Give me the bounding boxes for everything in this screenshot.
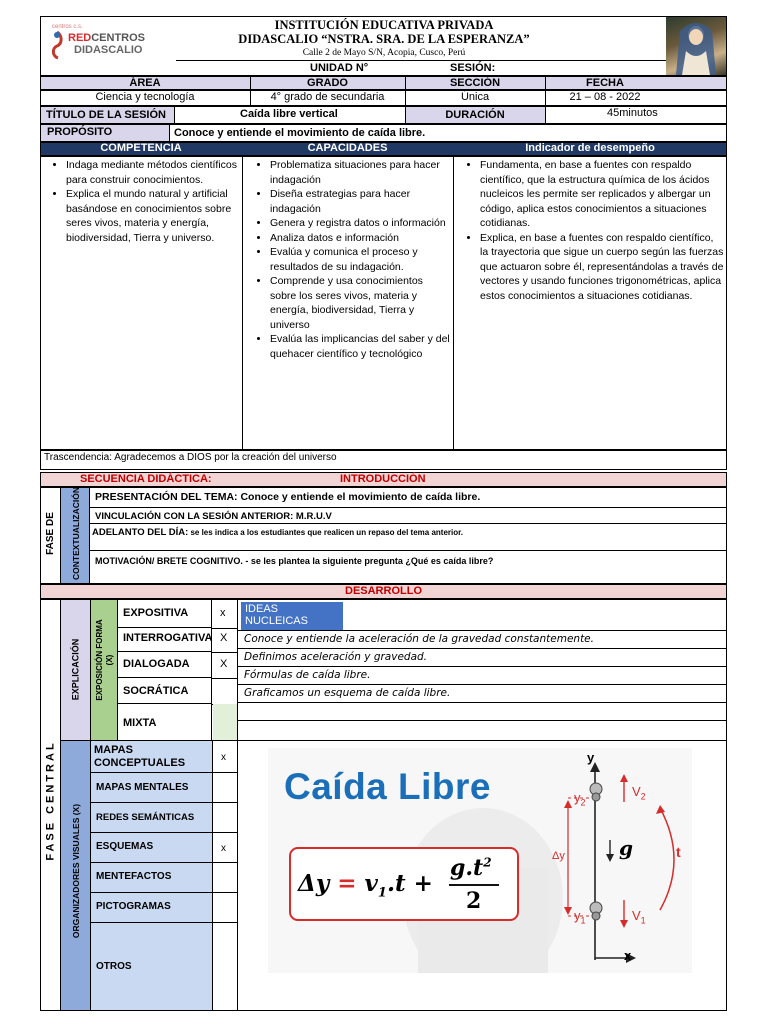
capacidad-item: • Problematiza situaciones para hacer indagación [270, 158, 451, 187]
axis-x-label: x [624, 948, 632, 963]
school-name-line2: DIDASCALIO “NSTRA. SRA. DE LA ESPERANZA” [238, 32, 530, 46]
capacidad-item: • Evalúa y comunica el proceso y resultados de su indagación. [270, 245, 451, 274]
organizadores-label: ORGANIZADORES VISUALES (X) [71, 803, 81, 939]
indicador-header: Indicador de desempeño [525, 142, 655, 154]
logo-small-text: centros c.s. [52, 24, 83, 30]
titulo-value: Caída libre vertical [240, 108, 338, 120]
contextualizacion-label: CONTEXTUALIZACIÓN [71, 486, 81, 581]
t-label: t [676, 844, 681, 860]
grado-value: 4° grado de secundaria [270, 91, 385, 103]
org-redes-semanticas: REDES SEMÁNTICAS [96, 812, 195, 823]
axis-y-label: y [587, 750, 595, 765]
org-mark: x [221, 843, 226, 854]
figure-title: Caída Libre [284, 766, 491, 807]
formula-v-sub: 1 [377, 885, 387, 901]
secuencia-label: SECUENCIA DIDÁCTICA: [80, 473, 212, 485]
org-mapas-mentales: MAPAS MENTALES [96, 782, 189, 793]
duracion-value: 45minutos [607, 107, 658, 119]
proposito-label: PROPÓSITO [47, 126, 113, 138]
header-divider [176, 60, 666, 61]
seccion-value: Única [460, 91, 490, 103]
formula [298, 870, 433, 901]
org-pictogramas: PICTOGRAMAS [96, 901, 171, 912]
idea-item: Conoce y entiende la aceleración de la gravedad constantemente. [244, 633, 594, 645]
school-name-line1: INSTITUCIÓN EDUCATIVA PRIVADA [274, 18, 494, 32]
org-mentefactos: MENTEFACTOS [96, 871, 172, 882]
sesion-label: SESIÓN: [450, 62, 496, 74]
v2-label: $V_2$ [632, 784, 646, 802]
capacidades-list [248, 158, 451, 361]
formula-numerator [450, 855, 492, 881]
formula-denominator: 2 [466, 888, 482, 914]
statue-icon [666, 17, 726, 75]
forma-dialogada: DIALOGADA [123, 658, 190, 670]
indicadores-list [458, 158, 724, 303]
fecha-header: FECHA [586, 77, 624, 89]
capacidad-item: • Genera y registra datos o información [270, 216, 451, 231]
ideas-nucleicas-header: IDEAS NUCLEICAS [241, 602, 343, 630]
logo-red: RED [68, 32, 92, 44]
org-mapas-conceptuales: MAPAS CONCEPTUALES [94, 744, 186, 769]
forma-interrogativa: INTERROGATIVA [123, 632, 213, 644]
delta-y-label: Δy [552, 850, 565, 862]
unidad-label: UNIDAD N° [310, 62, 369, 74]
introduccion-label: INTRODUCCIÓN [340, 473, 426, 485]
competencia-list [44, 158, 240, 245]
caida-libre-figure [268, 748, 692, 973]
forma-mark: X [220, 632, 228, 644]
logo-centros: CENTROS [91, 32, 146, 44]
area-value: Ciencia y tecnología [95, 91, 195, 103]
capacidades-header: CAPACIDADES [307, 142, 388, 154]
idea-item: Definimos aceleración y gravedad. [244, 651, 428, 663]
indicador-item: • Fundamenta, en base a fuentes con respaldo científico, que la estructura química de los ácidos nucleicos les permite ser replicados y albergar un código, aplica estos conocimientos a situaciones cotidianas. [480, 158, 724, 231]
exposicion-label: EXPOSICIÓN FORMA (X) [95, 619, 114, 701]
capacidad-item: • Comprende y usa conocimientos sobre los seres vivos, materia y energía, biodiversidad, Tierra y universo [270, 274, 451, 332]
forma-socratica: SOCRÁTICA [123, 685, 189, 697]
adelanto-text: se les indica a los estudiantes que realicen un repaso del tema anterior. [188, 528, 464, 537]
duracion-label: DURACIÓN [445, 109, 505, 121]
competencia-item: • Indaga mediante métodos científicos para construir conocimientos. [66, 158, 240, 187]
vinculacion-text: VINCULACIÓN CON LA SESIÓN ANTERIOR: M.R.U.V [95, 511, 332, 522]
virgin-mary-image [666, 17, 726, 75]
formula-dy: Δy [298, 870, 330, 897]
formula-eq: = [337, 870, 357, 897]
competencia-item: • Explica el mundo natural y artificial basándose en conocimientos sobre seres vivos, materia y energía, biodiversidad, Tierra y universo. [66, 187, 240, 245]
forma-mixta: MIXTA [123, 717, 157, 729]
org-mark: x [221, 752, 226, 763]
forma-expositiva: EXPOSITIVA [123, 607, 189, 619]
school-logo [44, 20, 154, 68]
logo-didascalio: DIDASCALIO [74, 44, 143, 56]
presentacion-text: PRESENTACIÓN DEL TEMA: Conoce y entiende el movimiento de caída libre. [95, 491, 481, 503]
school-address: Calle 2 de Mayo S/N, Acopia, Cusco, Perú [302, 48, 466, 58]
forma-mark: X [220, 658, 228, 670]
capacidad-item: • Evalúa las implicancias del saber y del quehacer científico y tecnológico [270, 332, 451, 361]
fecha-value: 21 – 08 - 2022 [569, 91, 641, 103]
area-header: ÁREA [129, 77, 161, 89]
proposito-value: Conoce y entiende el movimiento de caída libre. [174, 127, 426, 139]
desarrollo-label: DESARROLLO [345, 585, 422, 597]
g-label: g [619, 836, 633, 860]
idea-item: Graficamos un esquema de caída libre. [244, 687, 451, 699]
formula-num-sup: 2 [483, 855, 492, 870]
capacidad-item: • Analiza datos e información [270, 231, 451, 246]
competencia-header: COMPETENCIA [100, 142, 182, 154]
seccion-header: SECCIÓN [449, 77, 501, 89]
motivacion-text: MOTIVACIÓN/ BRETE COGNITIVO. - se les plantea la siguiente pregunta ¿Qué es caída libre? [95, 556, 494, 566]
org-esquemas: ESQUEMAS [96, 841, 154, 852]
v1-label: $V_1$ [632, 908, 646, 926]
logo-figure-icon [48, 30, 66, 60]
y1-label: $y_1$ [574, 908, 586, 926]
org-otros: OTROS [96, 961, 132, 972]
formula-t: .t + [386, 870, 433, 897]
capacidad-item: • Diseña estrategias para hacer indagación [270, 187, 451, 216]
adelanto-label: ADELANTO DEL DÍA: [92, 527, 189, 538]
idea-item: Fórmulas de caída libre. [244, 669, 371, 681]
grado-header: GRADO [307, 77, 348, 89]
formula-v: v [364, 870, 378, 897]
fase-label: FASE DE [45, 512, 56, 555]
forma-mark: x [220, 607, 226, 619]
y2-label: $y_2$ [574, 790, 586, 808]
titulo-label: TÍTULO DE LA SESIÓN [46, 109, 166, 121]
formula-num-text: g.t [450, 855, 484, 881]
trascendencia-text: Trascendencia: Agradecemos a DIOS por la creación del universo [44, 452, 337, 463]
indicador-item: • Explica, en base a fuentes con respaldo científico, la trayectoria que sigue un cuerpo según las fuerzas que actuaron sobre él, representándolas a través de vectores y usando funciones trigonométricas, aplica estos conocimientos a situaciones cotidianas. [480, 231, 724, 304]
explicacion-label: EXPLICACIÓN [70, 638, 81, 701]
fase-central-label: FASE CENTRAL [44, 740, 57, 861]
